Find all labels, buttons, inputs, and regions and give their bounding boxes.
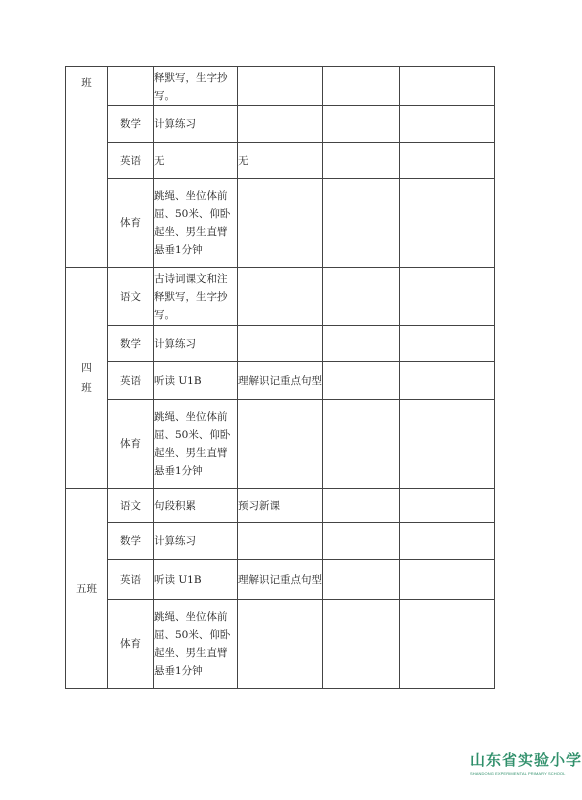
- subject-cell: 体育: [108, 600, 154, 689]
- content-cell: 句段积累: [154, 489, 238, 523]
- content-cell-2: 理解识记重点句型: [238, 362, 323, 400]
- empty-cell: [323, 106, 400, 143]
- logo-text-cn: 山东省实验小学: [470, 751, 582, 769]
- empty-cell: [400, 400, 495, 489]
- empty-cell: [323, 600, 400, 689]
- empty-cell: [323, 326, 400, 362]
- content-cell: 无: [154, 143, 238, 179]
- class-cell: [66, 67, 108, 268]
- subject-cell: 语文: [108, 268, 154, 326]
- empty-cell: [400, 489, 495, 523]
- content-cell-2: 无: [238, 143, 323, 179]
- empty-cell: [400, 560, 495, 600]
- class-cell: [66, 489, 108, 689]
- content-cell: 听读 U1B: [154, 362, 238, 400]
- empty-cell: [323, 400, 400, 489]
- content-cell: 跳绳、坐位体前屈、50米、仰卧起坐、男生直臂悬垂1分钟: [154, 179, 238, 268]
- subject-cell: 英语: [108, 143, 154, 179]
- subject-cell: 数学: [108, 523, 154, 560]
- class-cell: [66, 268, 108, 489]
- empty-cell: [323, 268, 400, 326]
- empty-cell: [323, 67, 400, 106]
- content-cell-2: [238, 268, 323, 326]
- table-row: [66, 67, 495, 106]
- table-row: [66, 268, 495, 326]
- content-cell: 听读 U1B: [154, 560, 238, 600]
- empty-cell: [323, 362, 400, 400]
- empty-cell: [400, 523, 495, 560]
- subject-cell: 语文: [108, 489, 154, 523]
- empty-cell: [323, 523, 400, 560]
- content-cell: 古诗词课文和注释默写，生字抄写。: [154, 268, 238, 326]
- table-row: [66, 489, 495, 523]
- content-cell: 跳绳、坐位体前屈、50米、仰卧起坐、男生直臂悬垂1分钟: [154, 400, 238, 489]
- content-cell: 释默写，生字抄写。: [154, 67, 238, 106]
- table-row: [66, 326, 495, 362]
- subject-cell: 数学: [108, 106, 154, 143]
- content-cell-2: [238, 600, 323, 689]
- subject-cell: [108, 67, 154, 106]
- content-cell-2: [238, 523, 323, 560]
- table-row: [66, 400, 495, 489]
- content-cell: 计算练习: [154, 106, 238, 143]
- content-cell-2: [238, 326, 323, 362]
- class-name: 班: [81, 77, 92, 89]
- table-row: [66, 106, 495, 143]
- empty-cell: [400, 143, 495, 179]
- empty-cell: [400, 67, 495, 106]
- subject-cell: 英语: [108, 560, 154, 600]
- table-row: [66, 179, 495, 268]
- homework-table: [65, 66, 495, 689]
- content-cell-2: [238, 400, 323, 489]
- empty-cell: [323, 143, 400, 179]
- empty-cell: [400, 179, 495, 268]
- content-cell: 跳绳、坐位体前屈、50米、仰卧起坐、男生直臂悬垂1分钟: [154, 600, 238, 689]
- table-row: [66, 143, 495, 179]
- school-logo: [470, 750, 582, 790]
- logo-text-en: SHANDONG EXPERIMENTAL PRIMARY SCHOOL: [470, 771, 566, 776]
- empty-cell: [400, 362, 495, 400]
- class-name: 五班: [76, 582, 97, 595]
- subject-cell: 体育: [108, 400, 154, 489]
- table-row: [66, 560, 495, 600]
- subject-cell: 数学: [108, 326, 154, 362]
- content-cell-2: [238, 67, 323, 106]
- content-cell-2: [238, 106, 323, 143]
- empty-cell: [323, 179, 400, 268]
- empty-cell: [400, 600, 495, 689]
- table-row: [66, 600, 495, 689]
- content-cell-2: 理解识记重点句型: [238, 560, 323, 600]
- class-name: 四班: [81, 362, 92, 394]
- table-row: [66, 362, 495, 400]
- subject-cell: 英语: [108, 362, 154, 400]
- content-cell: 计算练习: [154, 326, 238, 362]
- empty-cell: [400, 326, 495, 362]
- content-cell-2: [238, 179, 323, 268]
- subject-cell: 体育: [108, 179, 154, 268]
- empty-cell: [400, 268, 495, 326]
- content-cell: 计算练习: [154, 523, 238, 560]
- content-cell-2: 预习新课: [238, 489, 323, 523]
- empty-cell: [400, 106, 495, 143]
- empty-cell: [323, 560, 400, 600]
- empty-cell: [323, 489, 400, 523]
- table-row: [66, 523, 495, 560]
